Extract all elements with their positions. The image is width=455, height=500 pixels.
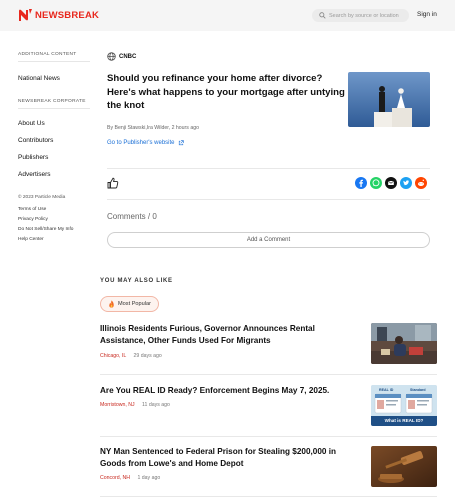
recommendation-image[interactable] bbox=[371, 385, 437, 426]
article-byline: By Benji Stawski,Ira Wilder, 2 hours ago bbox=[107, 125, 199, 131]
recommendation-image[interactable] bbox=[371, 446, 437, 487]
thumbs-up-icon[interactable] bbox=[107, 177, 119, 189]
newsbreak-logo-icon bbox=[18, 8, 33, 22]
recommendation-title[interactable]: Illinois Residents Furious, Governor Announces Rental Assistance, Other Funds Used For Migrants bbox=[100, 324, 315, 345]
divider bbox=[100, 436, 437, 437]
recommendation-meta bbox=[100, 475, 160, 481]
reddit-icon[interactable] bbox=[415, 177, 427, 189]
list-item[interactable] bbox=[100, 385, 437, 427]
recommendation-title[interactable]: NY Man Sentenced to Federal Prison for Stealing $200,000 in Goods from Lowe's and Home Depot bbox=[100, 447, 336, 468]
search-input[interactable] bbox=[329, 13, 409, 19]
sidebar-item-advertisers[interactable]: Advertisers bbox=[18, 171, 51, 178]
list-item[interactable] bbox=[100, 446, 437, 488]
search-box[interactable] bbox=[312, 9, 409, 22]
list-item[interactable] bbox=[100, 323, 437, 365]
additional-content-heading: ADDITIONAL CONTENT bbox=[18, 52, 77, 57]
recommendation-time: 1 day ago bbox=[137, 475, 161, 481]
recommendation-location[interactable]: Morristown, NJ bbox=[100, 402, 135, 408]
divider bbox=[107, 199, 430, 200]
fire-icon bbox=[108, 300, 115, 308]
facebook-icon[interactable] bbox=[355, 177, 367, 189]
source-name: CNBC bbox=[119, 53, 137, 60]
sign-in-link[interactable]: Sign in bbox=[417, 11, 437, 18]
sidebar-divider bbox=[18, 108, 90, 109]
sidebar-item-national-news[interactable]: National News bbox=[18, 75, 60, 82]
footer-link-help-center[interactable]: Help Center bbox=[18, 237, 44, 242]
external-link-icon bbox=[178, 140, 184, 146]
newsbreak-logo[interactable] bbox=[18, 8, 99, 22]
recommendation-image[interactable] bbox=[371, 323, 437, 364]
footer-link-terms[interactable]: Terms of Use bbox=[18, 207, 47, 212]
sidebar-item-contributors[interactable]: Contributors bbox=[18, 137, 54, 144]
corporate-heading: NEWSBREAK CORPORATE bbox=[18, 99, 86, 104]
thumb-caption: What is REAL ID? bbox=[384, 418, 424, 423]
publisher-link-label: Go to Publisher's website bbox=[107, 140, 175, 146]
sidebar bbox=[18, 52, 96, 242]
divider bbox=[107, 168, 430, 169]
recommendation-location[interactable]: Chicago, IL bbox=[100, 353, 127, 359]
divider bbox=[100, 496, 437, 497]
twitter-icon[interactable] bbox=[400, 177, 412, 189]
publisher-website-link[interactable] bbox=[107, 140, 184, 146]
thumb-label-standard: Standard bbox=[410, 388, 426, 392]
thumb-label-real-id: REAL ID bbox=[379, 388, 394, 392]
top-header bbox=[0, 0, 455, 31]
add-comment-button[interactable]: Add a Comment bbox=[107, 232, 430, 248]
sidebar-divider bbox=[18, 61, 90, 62]
article-source[interactable] bbox=[107, 52, 136, 61]
globe-icon bbox=[107, 52, 116, 61]
recommendation-meta bbox=[100, 353, 162, 359]
divider bbox=[100, 374, 437, 375]
brand-name: NEWSBREAK bbox=[35, 9, 100, 21]
recommendation-location[interactable]: Concord, NH bbox=[100, 475, 130, 481]
comments-title: Comments / 0 bbox=[107, 212, 157, 221]
footer-link-do-not-sell[interactable]: Do Not Sell/Share My Info bbox=[18, 227, 74, 232]
copyright-text: © 2023 Particle Media bbox=[18, 195, 66, 200]
recommendation-title[interactable]: Are You REAL ID Ready? Enforcement Begins May 7, 2025. bbox=[100, 386, 330, 395]
you-may-also-like-heading: YOU MAY ALSO LIKE bbox=[100, 278, 173, 284]
footer-link-privacy[interactable]: Privacy Policy bbox=[18, 217, 48, 222]
recommendation-time: 29 days ago bbox=[133, 353, 162, 359]
sidebar-item-publishers[interactable]: Publishers bbox=[18, 154, 49, 161]
article-image bbox=[348, 72, 430, 127]
most-popular-filter[interactable] bbox=[100, 296, 159, 312]
article-headline: Should you refinance your home after divorce? Here's what happens to your mortgage after untying the knot bbox=[107, 73, 345, 111]
recommendation-time: 11 days ago bbox=[142, 402, 170, 408]
most-popular-label: Most Popular bbox=[118, 301, 151, 307]
share-bar bbox=[355, 177, 427, 189]
whatsapp-icon[interactable] bbox=[370, 177, 382, 189]
sidebar-item-about-us[interactable]: About Us bbox=[18, 120, 45, 127]
recommendation-meta bbox=[100, 402, 170, 408]
search-icon bbox=[319, 12, 326, 19]
email-icon[interactable] bbox=[385, 177, 397, 189]
